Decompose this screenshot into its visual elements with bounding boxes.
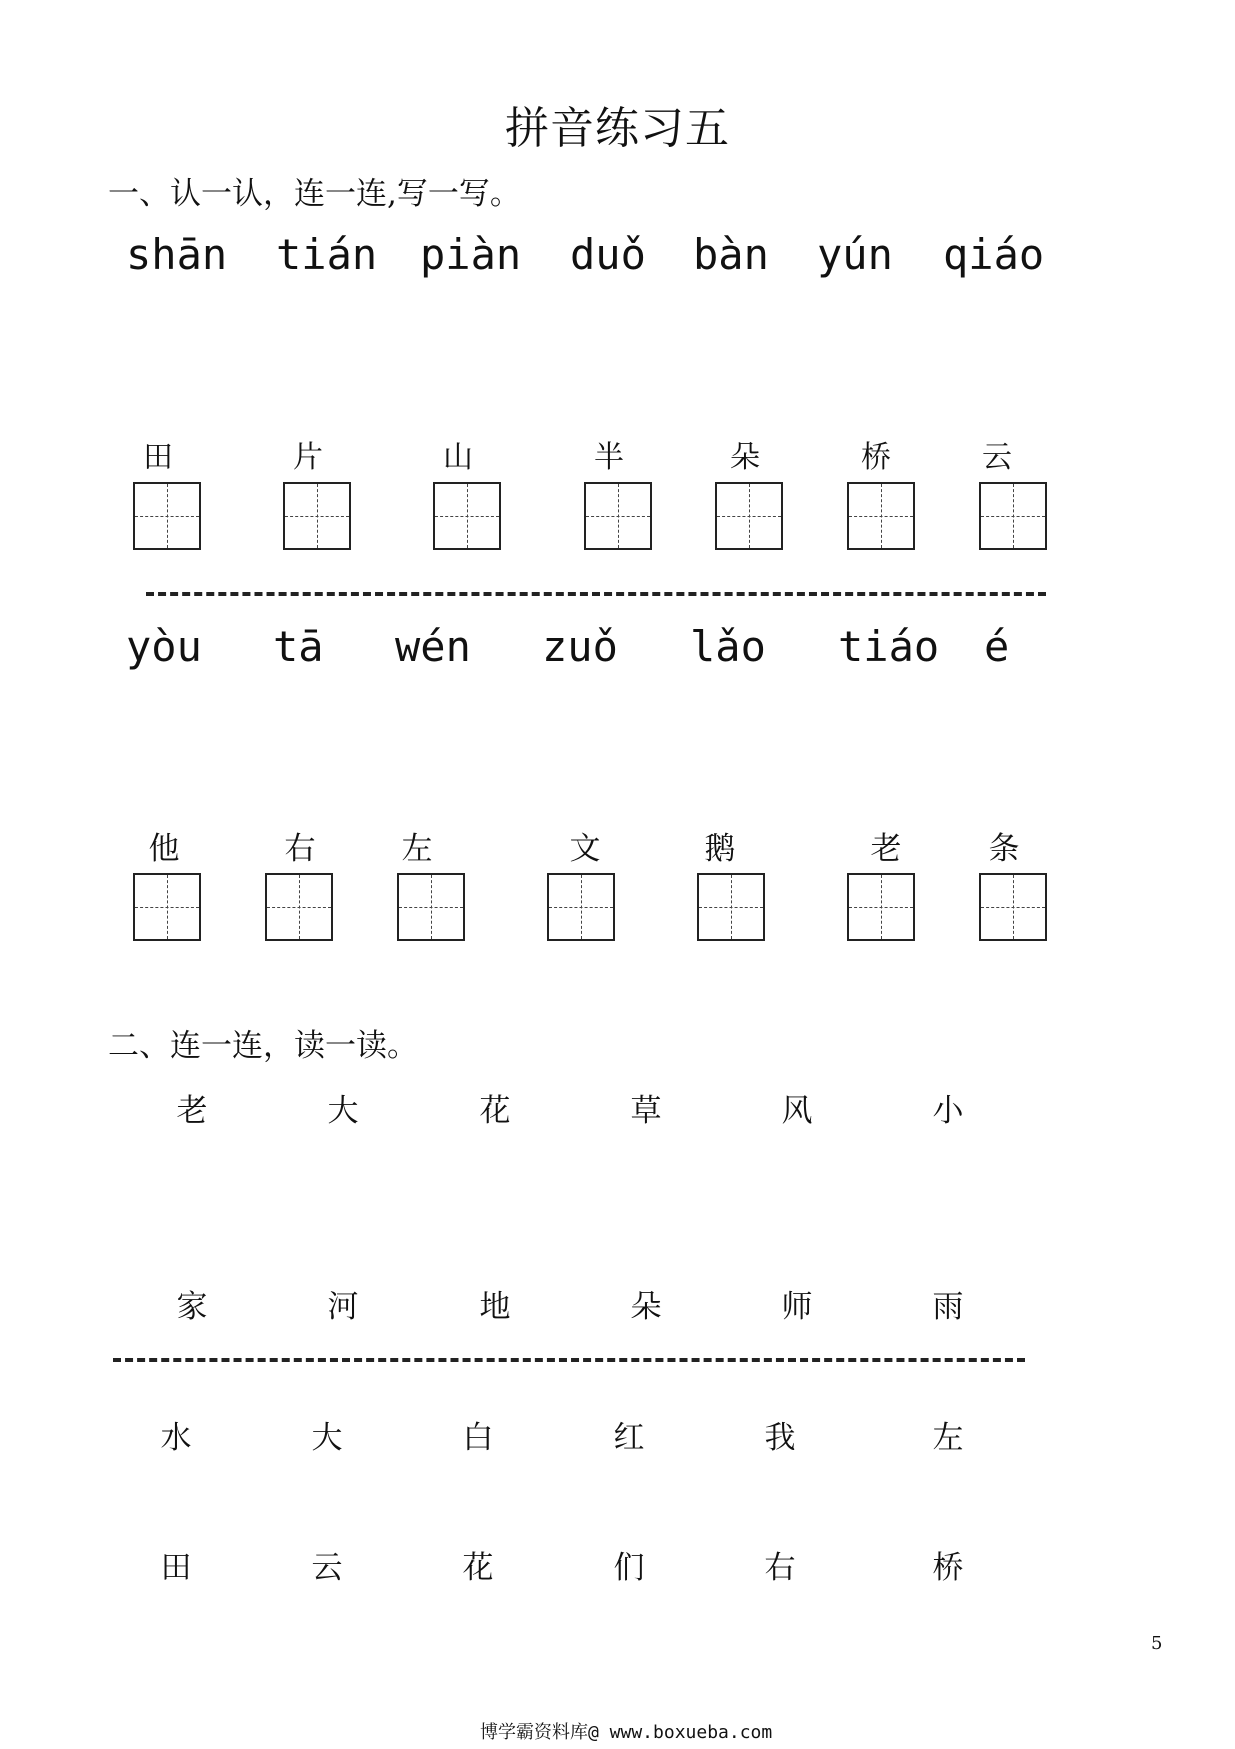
hanzi-item: 们 [613,1550,645,1586]
section1-heading: 一、认一认，连一连,写一写。 [108,176,521,212]
writing-grid[interactable] [133,873,201,941]
hanzi-item: 雨 [932,1289,964,1325]
writing-grid[interactable] [697,873,765,941]
pinyin-item: é [984,622,1010,671]
hanzi-item: 朵 [730,440,760,475]
writing-grid[interactable] [584,482,652,550]
writing-grid[interactable] [397,873,465,941]
section2-heading: 二、连一连，读一读。 [108,1028,418,1064]
hanzi-item: 家 [176,1289,208,1325]
pinyin-item: tiáo [838,622,940,671]
writing-grid[interactable] [979,482,1047,550]
hanzi-item: 田 [143,440,173,475]
writing-grid[interactable] [433,482,501,550]
pinyin-item: qiáo [943,230,1045,279]
writing-grid[interactable] [547,873,615,941]
hanzi-item: 老 [870,831,902,867]
hanzi-item: 云 [311,1550,343,1586]
hanzi-item: 鹅 [704,831,736,867]
hanzi-item: 右 [284,831,316,867]
writing-grid[interactable] [847,873,915,941]
hanzi-item: 右 [764,1550,796,1586]
hanzi-item: 河 [327,1289,359,1325]
pinyin-item: bàn [693,230,769,279]
hanzi-item: 文 [569,831,601,867]
hanzi-item: 大 [311,1420,343,1456]
writing-grid[interactable] [979,873,1047,941]
page-number: 5 [1151,1633,1163,1654]
divider-dashed [113,1358,1025,1362]
hanzi-item: 田 [160,1550,192,1586]
hanzi-item: 条 [988,831,1020,867]
hanzi-item: 云 [982,440,1012,475]
pinyin-item: wén [395,622,471,671]
hanzi-item: 花 [479,1093,511,1129]
hanzi-item: 左 [401,831,433,867]
hanzi-item: 老 [176,1093,208,1129]
hanzi-item: 片 [293,440,323,475]
pinyin-item: tián [276,230,378,279]
hanzi-item: 水 [160,1420,192,1456]
hanzi-item: 我 [764,1420,796,1456]
hanzi-item: 桥 [861,440,891,475]
pinyin-item: tā [273,622,324,671]
divider-dashed [146,592,1046,596]
pinyin-item: zuǒ [542,622,618,671]
pinyin-item: shān [126,230,228,279]
page-title: 拼音练习五 [505,103,730,154]
pinyin-item: yòu [126,622,202,671]
hanzi-item: 师 [781,1289,813,1325]
writing-grid[interactable] [265,873,333,941]
hanzi-item: 他 [148,831,180,867]
hanzi-item: 大 [327,1093,359,1129]
hanzi-item: 草 [630,1093,662,1129]
hanzi-item: 半 [594,440,624,475]
pinyin-item: yún [817,230,893,279]
footer-watermark: 博学霸资料库@ www.boxueba.com [480,1722,773,1743]
hanzi-item: 小 [932,1093,964,1129]
writing-grid[interactable] [715,482,783,550]
hanzi-item: 桥 [932,1550,964,1586]
pinyin-item: piàn [420,230,522,279]
hanzi-item: 白 [462,1420,494,1456]
hanzi-item: 花 [462,1550,494,1586]
pinyin-item: lǎo [690,622,766,671]
hanzi-item: 地 [479,1289,511,1325]
pinyin-item: duǒ [570,230,646,279]
writing-grid[interactable] [847,482,915,550]
hanzi-item: 山 [443,440,473,475]
hanzi-item: 风 [781,1093,813,1129]
hanzi-item: 朵 [630,1289,662,1325]
hanzi-item: 左 [932,1420,964,1456]
writing-grid[interactable] [283,482,351,550]
hanzi-item: 红 [613,1420,645,1456]
writing-grid[interactable] [133,482,201,550]
